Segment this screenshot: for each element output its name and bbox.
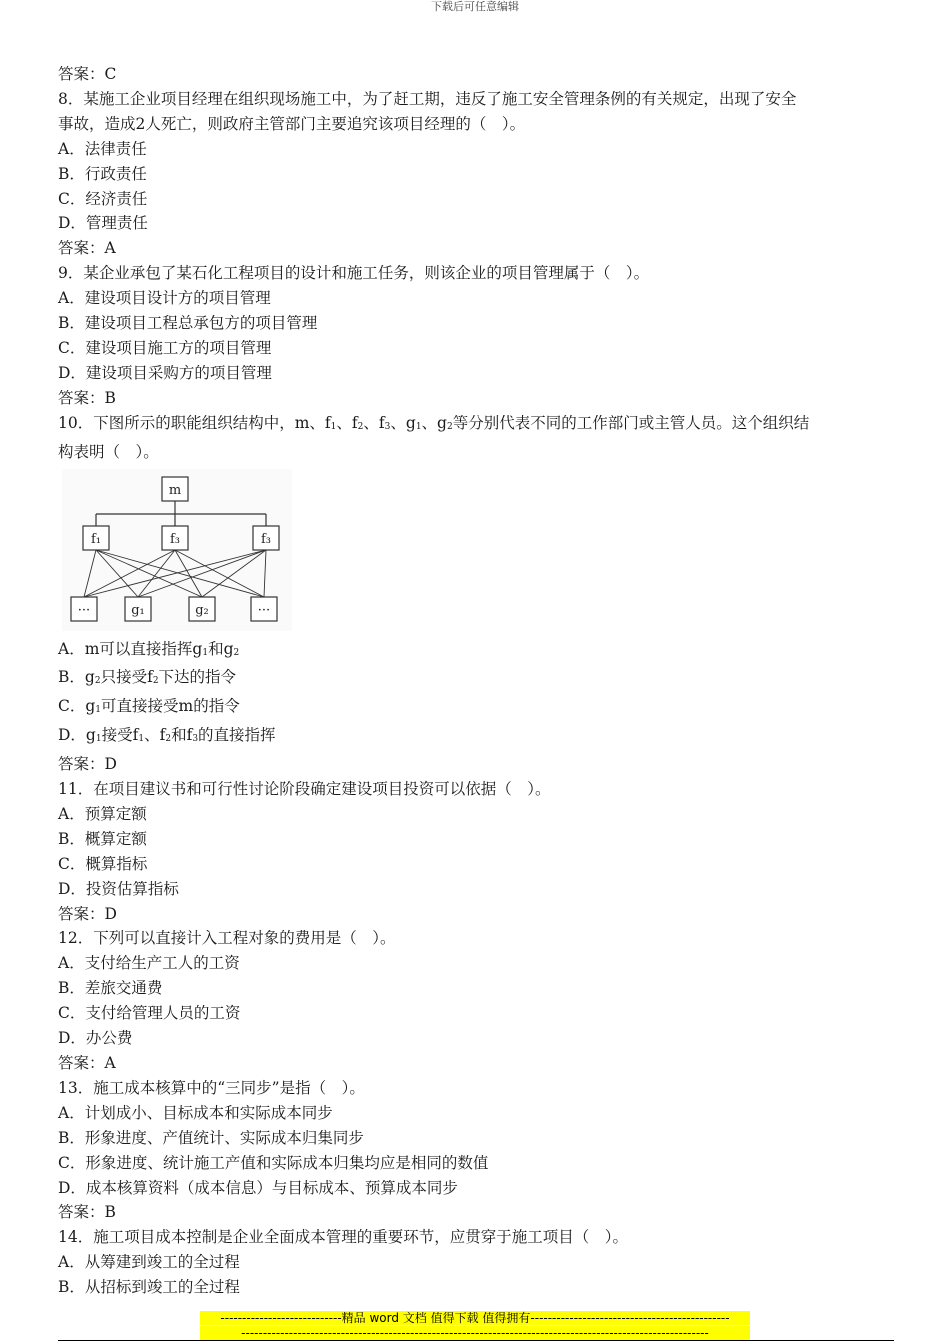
footer-rule xyxy=(58,1340,894,1341)
org-structure-diagram xyxy=(58,465,898,637)
text-line: A．建设项目设计方的项目管理 xyxy=(58,289,271,308)
footer-banner-dashes: ------------------------------------------------------------------------------------------------------------ xyxy=(200,1326,750,1340)
text-line: 9．某企业承包了某石化工程项目的设计和施工任务，则该企业的项目管理属于（ ）。 xyxy=(58,264,650,283)
text-line: A．预算定额 xyxy=(58,804,147,823)
text-line: 答案：A xyxy=(58,1054,116,1072)
block-q10 xyxy=(58,411,898,777)
text-line: C．经济责任 xyxy=(58,189,148,208)
label-other-right: ··· xyxy=(257,602,271,618)
text-line: 答案：B xyxy=(58,1203,116,1222)
org-chart-svg xyxy=(62,469,292,631)
option-c: C．$g_1$可直接接受m的指令 xyxy=(58,697,240,716)
label-other-left: ··· xyxy=(77,602,91,618)
text-line: C．建设项目施工方的项目管理 xyxy=(58,338,272,357)
text-line: C．形象进度、统计施工产值和实际成本归集均应是相同的数值 xyxy=(58,1153,489,1172)
label-f3a: f₃ xyxy=(169,531,181,547)
text-line: B．形象进度、产值统计、实际成本归集同步 xyxy=(58,1128,364,1147)
label-g1: g₁ xyxy=(131,602,145,618)
text-line: A．计划成小、目标成本和实际成本同步 xyxy=(58,1103,333,1122)
page-header: 下载后可任意编辑 xyxy=(431,0,519,13)
label-g2: g₂ xyxy=(195,602,209,618)
text-line: B．差旅交通费 xyxy=(58,979,163,998)
label-f3b: f₃ xyxy=(260,531,272,547)
text-line: B．概算定额 xyxy=(58,829,147,848)
text-line: 11．在项目建议书和可行性讨论阶段确定建设项目投资可以依据（ ）。 xyxy=(58,780,551,799)
text-line: A．法律责任 xyxy=(58,139,147,158)
text-line: D．办公费 xyxy=(58,1029,133,1048)
answer-10: 答案：D xyxy=(58,755,117,774)
question-10-stem: 10．下图所示的职能组织结构中，m、$f_1$、$f_2$、$f_3$、$g_1$、$g_2$等分别代表不同的工作部门或主管人员。这个组织结 xyxy=(58,413,810,432)
option-d: D．$g_1$接受$f_1$、$f_2$和$f_3$的直接指挥 xyxy=(58,726,276,745)
label-m: m xyxy=(168,482,182,498)
text-line: C．概算指标 xyxy=(58,854,148,873)
text-line: 12．下列可以直接计入工程对象的费用是（ ）。 xyxy=(58,929,396,948)
text-line: 答案：A xyxy=(58,239,116,258)
text-line: 答案：B xyxy=(58,388,116,407)
label-f1: f₁ xyxy=(90,531,102,547)
text-line: A．支付给生产工人的工资 xyxy=(58,954,240,973)
question-10-stem-cont: 构表明（ ）。 xyxy=(58,442,159,461)
text-line: D．成本核算资料（成本信息）与目标成本、预算成本同步 xyxy=(58,1178,458,1197)
block-q11-q14 xyxy=(58,777,898,1300)
option-b: B．$g_2$只接受$f_2$下达的指令 xyxy=(58,668,237,687)
text-line: C．支付给管理人员的工资 xyxy=(58,1004,241,1023)
text-line: 答案：C xyxy=(58,65,117,83)
text-line: D．建设项目采购方的项目管理 xyxy=(58,363,272,382)
text-line: D．管理责任 xyxy=(58,214,148,233)
text-line: 8．某施工企业项目经理在组织现场施工中，为了赶工期，违反了施工安全管理条例的有关规定，出现了安全 xyxy=(58,89,797,108)
text-line: 14．施工项目成本控制是企业全面成本管理的重要环节，应贯穿于施工项目（ ）。 xyxy=(58,1228,628,1247)
text-line: B．从招标到竣工的全过程 xyxy=(58,1278,240,1297)
text-line: A．从筹建到竣工的全过程 xyxy=(58,1253,240,1272)
text-line: D．投资估算指标 xyxy=(58,879,179,898)
document-body xyxy=(58,62,898,1300)
text-line: B．行政责任 xyxy=(58,164,147,183)
text-line: B．建设项目工程总承包方的项目管理 xyxy=(58,314,318,333)
block-q8-q9 xyxy=(58,62,898,411)
text-line: 13．施工成本核算中的“三同步”是指（ ）。 xyxy=(58,1078,365,1097)
text-line: 事故，造成2人死亡，则政府主管部门主要追究该项目经理的（ ）。 xyxy=(58,114,526,133)
text-line: 答案：D xyxy=(58,904,117,923)
footer-banner: ----------------------------精品 word 文档 值得下载 值得拥有---------------------------------------------- xyxy=(200,1311,750,1325)
option-a: A．m可以直接指挥$g_1$和$g_2$ xyxy=(58,639,240,658)
